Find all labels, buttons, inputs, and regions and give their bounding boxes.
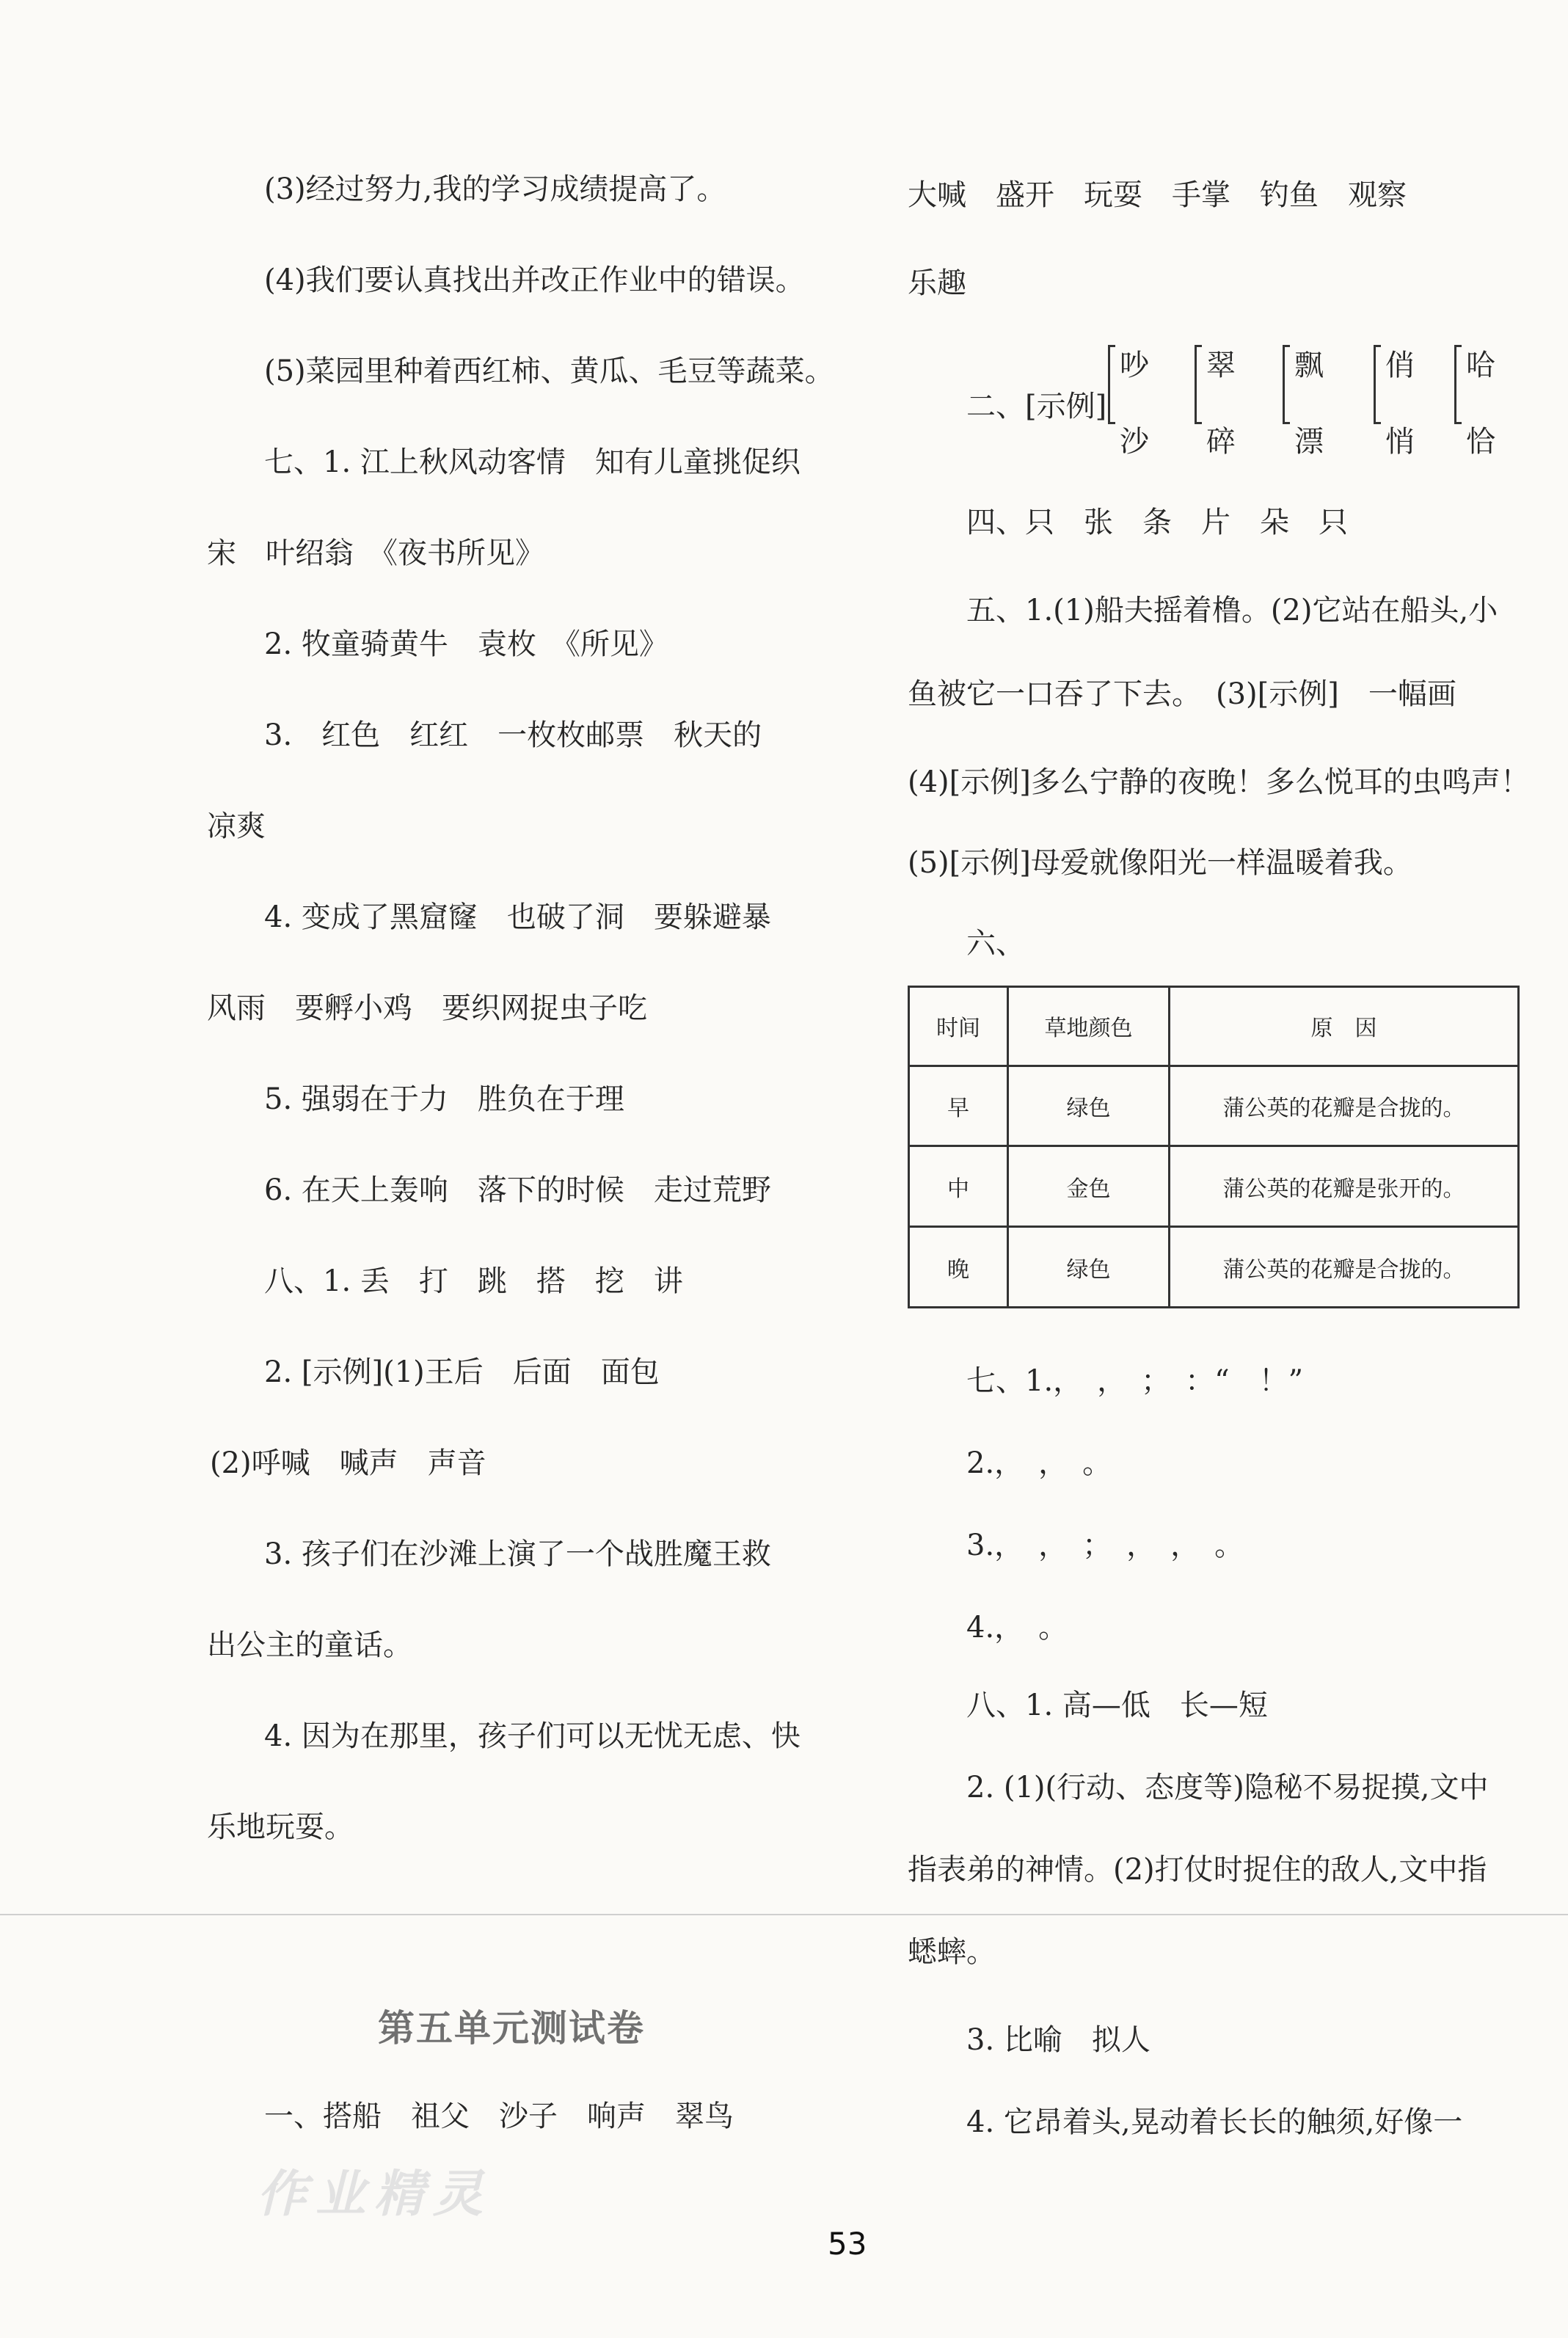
brace-char: 碎: [1206, 425, 1236, 459]
brace-char: 漂: [1294, 425, 1324, 459]
page-number: 53: [828, 2226, 867, 2262]
answer-line: (3)经过努力,我的学习成绩提高了。: [264, 172, 726, 206]
brace-icon: [1454, 345, 1467, 424]
answer-line: 乐趣: [908, 266, 966, 300]
brace-char: 沙: [1120, 425, 1149, 459]
answer-line: 凉爽: [207, 809, 266, 843]
answer-line: 4.， 。: [966, 1611, 1068, 1645]
answer-table: [908, 986, 1520, 1308]
brace-char: 俏: [1385, 349, 1415, 382]
table-row: [909, 1146, 1519, 1227]
answer-line: 4. 它昂着头,晃动着长长的触须,好像一: [966, 2105, 1463, 2139]
answer-line: 七、1.， ， ； ：“ ！”: [966, 1364, 1304, 1398]
answer-line: 4. 因为在那里，孩子们可以无忧无虑、快: [264, 1719, 801, 1753]
table-row: [909, 1066, 1519, 1146]
answer-line: 八、1. 丢 打 跳 搭 挖 讲: [264, 1264, 683, 1298]
table-cell: 蒲公英的花瓣是张开的。: [1170, 1146, 1519, 1227]
answer-line: 八、1. 高—低 长—短: [966, 1689, 1268, 1722]
answer-line: 大喊 盛开 玩耍 手掌 钓鱼 观察: [908, 178, 1407, 212]
table-cell: 中: [909, 1146, 1008, 1227]
answer-line: 3. 比喻 拟人: [966, 2023, 1151, 2057]
answer-line: 3. 红色 红红 一枚枚邮票 秋天的: [264, 718, 762, 752]
answer-line: 风雨 要孵小鸡 要织网捉虫子吃: [207, 991, 647, 1025]
answer-line: 指表弟的神情。(2)打仗时捉住的敌人,文中指: [908, 1853, 1487, 1887]
watermark-logo: 作业精灵: [257, 2165, 492, 2224]
table-cell: 绿色: [1008, 1066, 1170, 1146]
answer-line: 2.， ， 。: [966, 1446, 1112, 1480]
table-cell: 晚: [909, 1227, 1008, 1308]
brace-icon: [1108, 345, 1120, 424]
answer-line: 3.， ， ； ， ， 。: [966, 1529, 1244, 1562]
table-header-cell: 原 因: [1170, 987, 1519, 1066]
table-cell: 绿色: [1008, 1227, 1170, 1308]
brace-char: 翠: [1206, 349, 1236, 382]
answer-line: 七、1. 江上秋风动客情 知有儿童挑促织: [264, 445, 801, 479]
answer-line: (2)呼喊 喊声 声音: [210, 1446, 486, 1480]
table-cell: 金色: [1008, 1146, 1170, 1227]
answer-line: (5)[示例]母爱就像阳光一样温暖着我。: [908, 846, 1412, 880]
brace-icon: [1374, 345, 1386, 424]
answer-line: 乐地玩耍。: [207, 1810, 354, 1844]
answer-line: (5)菜园里种着西红柿、黄瓜、毛豆等蔬菜。: [264, 354, 834, 388]
answer-line: 出公主的童话。: [207, 1628, 412, 1662]
section-divider: [0, 1914, 1568, 1915]
answer-line: 一、搭船 祖父 沙子 响声 翠鸟: [264, 2100, 734, 2133]
table-header-row: [909, 987, 1519, 1066]
answer-line: 五、1.(1)船夫摇着橹。(2)它站在船头,小: [966, 594, 1498, 627]
brace-icon: [1195, 345, 1207, 424]
answer-line: 3. 孩子们在沙滩上演了一个战胜魔王救: [264, 1537, 771, 1571]
answer-line: 宋 叶绍翁 《夜书所见》: [207, 536, 544, 570]
answer-line: 蟋蟀。: [908, 1935, 996, 1969]
table-header-cell: 时间: [909, 987, 1008, 1066]
answer-line: (4)我们要认真找出并改正作业中的错误。: [264, 263, 805, 297]
answer-line: 6. 在天上轰响 落下的时候 走过荒野: [264, 1173, 771, 1207]
brace-char: 飘: [1294, 349, 1324, 382]
table-row: [909, 1227, 1519, 1308]
answer-line: 4. 变成了黑窟窿 也破了洞 要躲避暴: [264, 900, 771, 934]
table-header-cell: 草地颜色: [1008, 987, 1170, 1066]
brace-label: 二、[示例]: [966, 390, 1107, 423]
table-cell: 蒲公英的花瓣是合拢的。: [1170, 1227, 1519, 1308]
answer-line: 5. 强弱在于力 胜负在于理: [264, 1082, 624, 1116]
answer-line: 2. [示例](1)王后 后面 面包: [264, 1355, 660, 1389]
answer-line: (4)[示例]多么宁静的夜晚！多么悦耳的虫鸣声！: [908, 765, 1530, 799]
answer-line: 六、: [966, 927, 1025, 961]
table-cell: 蒲公英的花瓣是合拢的。: [1170, 1066, 1519, 1146]
brace-char: 恰: [1466, 425, 1495, 459]
answer-line: 2. 牧童骑黄牛 袁枚 《所见》: [264, 627, 668, 661]
brace-icon: [1283, 345, 1295, 424]
brace-char: 吵: [1120, 349, 1149, 382]
answer-line: 鱼被它一口吞了下去。 (3)[示例] 一幅画: [908, 677, 1456, 711]
brace-char: 悄: [1385, 425, 1415, 459]
answer-line: 四、只 张 条 片 朵 只: [966, 506, 1348, 539]
table-cell: 早: [909, 1066, 1008, 1146]
brace-char: 哈: [1466, 349, 1495, 382]
section-title: 第五单元测试卷: [378, 2006, 645, 2050]
answer-line: 2. (1)(行动、态度等)隐秘不易捉摸,文中: [966, 1771, 1489, 1805]
